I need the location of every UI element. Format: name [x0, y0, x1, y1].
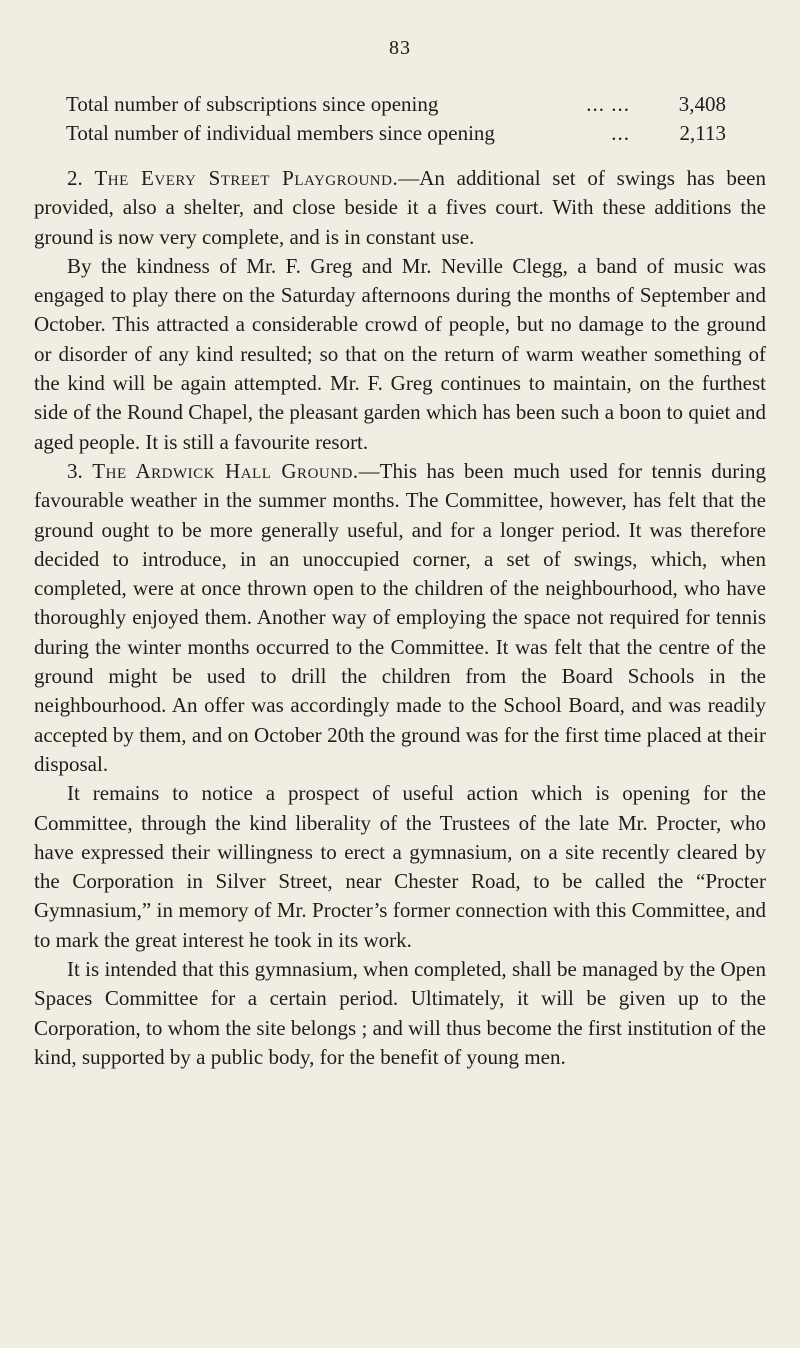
subscription-stats — [66, 90, 726, 148]
section-ardwick-hall-ground — [34, 457, 766, 779]
section-text: —An additional set of swings has been provided, also a shelter, and close beside it a fives court. With these additions the ground is now very complete, and is in constant use. — [34, 166, 766, 249]
stat-value: 3,408 — [678, 92, 726, 116]
stat-label: Total number of subscriptions since opening — [66, 92, 439, 116]
stat-row-members — [66, 119, 726, 148]
paragraph-procter-gymnasium: It remains to notice a prospect of useful action which is opening for the Committee, through the kind liberality of the Trustees of the late Mr. Procter, who have expressed their willingness to erect a gymnasium, on a site recently cleared by the Corporation in Silver Street, near Chester Road, to be called the “Procter Gymnasium,” in memory of Mr. Procter’s former connection with this Committee, and to mark the great interest he took in its work. — [34, 781, 766, 952]
section-number: 2. — [67, 166, 83, 190]
section-every-street-playground — [34, 164, 766, 252]
section-text: —This has been much used for tennis during favourable weather in the summer months. The Committee, however, has felt that the ground ought to be more generally useful, and for a longer period. It was therefore decided to introduce, in an unoccupied corner, a set of swings, which, when completed, were at once thrown open to the children of the neighbourhood, who have thoroughly enjoyed them. Another way of employing the space not required for tennis during the winter months occurred to the Committee. It was felt that the centre of the ground might be used to drill the children from the Board Schools in the neighbourhood. An offer was accordingly made to the School Board, and was readily accepted by them, and on October 20th the ground was for the first time placed at their disposal. — [34, 458, 767, 776]
stat-value: 2,113 — [679, 121, 726, 145]
page-number: 83 — [389, 37, 411, 59]
section-heading: The Every Street Playground. — [94, 166, 399, 190]
stat-row-subscriptions — [66, 90, 726, 119]
body-text — [34, 164, 766, 1072]
stat-label: Total number of individual members since opening — [66, 121, 495, 145]
section-number: 3. — [67, 458, 83, 483]
paragraph-gymnasium-management: It is intended that this gymnasium, when completed, shall be managed by the Open Spaces Committee for a certain period. Ultimately, it will be given up to the Corporation, to whom the site belongs ; and will thus become the first institution of the kind, supported by a public body, for the benefit of young men. — [34, 957, 766, 1069]
section-heading: The Ardwick Hall Ground. — [92, 458, 359, 483]
stat-leader-dots: ... — [611, 121, 630, 145]
stat-leader-dots: ... ... — [586, 92, 630, 116]
paragraph-band-of-music: By the kindness of Mr. F. Greg and Mr. Neville Clegg, a band of music was engaged to play there on the Saturday afternoons during the months of September and October. This attracted a considerable crowd of people, but no damage to the ground or disorder of any kind resulted; so that on the return of warm weather something of the kind will be again attempted. Mr. F. Greg continues to maintain, on the furthest side of the Round Chapel, the pleasant garden which has been such a boon to quiet and aged people. It is still a favourite resort. — [34, 253, 766, 454]
